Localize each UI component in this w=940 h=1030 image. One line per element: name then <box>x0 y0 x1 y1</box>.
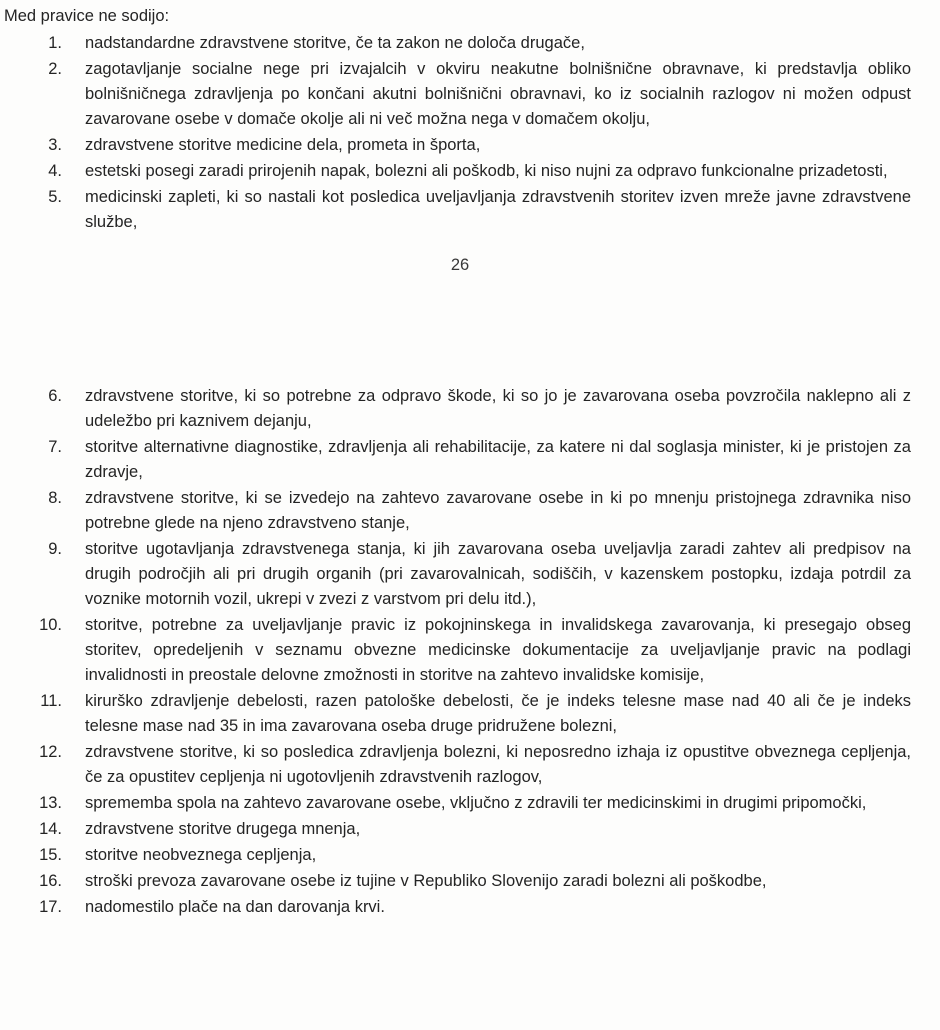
list-item <box>4 895 916 920</box>
list-item-text: storitve ugotavljanja zdravstvenega stanja, ki jih zavarovana oseba uveljavlja zaradi zahtev ali predpisov na drugih področjih ali pri drugih organih (pri zavarovalnicah, sodiščih, v kazenskem postopku, izdaja potrdil za voznike motornih vozil, ukrepi v zvezi z varstvom pri delu itd.), <box>85 540 911 608</box>
list-item <box>4 486 916 536</box>
list-item-text: stroški prevoza zavarovane osebe iz tujine v Republiko Slovenijo zaradi bolezni ali poškodbe, <box>85 872 767 890</box>
list-item-number: 5. <box>48 188 62 206</box>
list-item-text: zdravstvene storitve, ki so potrebne za odpravo škode, ki so jo je zavarovana oseba povzročila naklepno ali z udeležbo pri kaznivem dejanju, <box>85 387 911 430</box>
list-item-number: 3. <box>48 136 62 154</box>
list-item-number: 8. <box>48 489 62 507</box>
list-item-text: zagotavljanje socialne nege pri izvajalcih v okviru neakutne bolnišnične obravnave, ki predstavlja obliko bolnišničnega zdravljenja po končani akutni bolnišnični obravnavi, ko iz socialnih razlogov ni možen odpust zavarovane osebe v domače okolje ali ni več možna nega v domačem okolju, <box>85 60 911 128</box>
list-item-text: kirurško zdravljenje debelosti, razen patološke debelosti, če je indeks telesne mase nad 40 ali če je indeks telesne mase nad 35 in ima zavarovana oseba druge pridružene bolezni, <box>85 692 911 735</box>
list-item-number: 11. <box>40 692 62 710</box>
list-item <box>4 817 916 842</box>
list-item-number: 10. <box>39 616 62 634</box>
list-item-text: nadomestilo plače na dan darovanja krvi. <box>85 898 385 916</box>
list-item <box>4 57 916 132</box>
list-item-text: storitve alternativne diagnostike, zdravljenja ali rehabilitacije, za katere ni dal soglasja minister, ki je pristojen za zdravje, <box>85 438 911 481</box>
list-item <box>4 185 916 235</box>
list-item-text: storitve, potrebne za uveljavljanje pravic iz pokojninskega in invalidskega zavarovanja, ki presegajo obseg storitev, opredeljenih v seznamu obvezne medicinske dokumentacije za uveljavljanje pravic na podlagi invalidnosti in preostale delovne zmožnosti in storitve na zahtevo invalidske komisije, <box>85 616 911 684</box>
list-item-number: 4. <box>48 162 62 180</box>
list-item <box>4 31 916 56</box>
list-item-text: zdravstvene storitve medicine dela, prometa in športa, <box>85 136 481 154</box>
list-item <box>4 791 916 816</box>
intro-line: Med pravice ne sodijo: <box>4 7 170 25</box>
list-item-text: medicinski zapleti, ki so nastali kot posledica uveljavljanja zdravstvenih storitev izven mreže javne zdravstvene službe, <box>85 188 911 231</box>
list-item-text: zdravstvene storitve drugega mnenja, <box>85 820 361 838</box>
list-item-text: zdravstvene storitve, ki se izvedejo na zahtevo zavarovane osebe in ki po mnenju pristojnega zdravnika niso potrebne glede na njeno zdravstveno stanje, <box>85 489 911 532</box>
list-item <box>4 740 916 790</box>
list-item-number: 17. <box>39 898 62 916</box>
list-item-number: 9. <box>48 540 62 558</box>
list-item-number: 14. <box>39 820 62 838</box>
list-item-number: 2. <box>48 60 62 78</box>
list-item <box>4 384 916 434</box>
numbered-list-section-1 <box>4 31 916 235</box>
list-item-number: 7. <box>48 438 62 456</box>
list-item-number: 1. <box>48 34 62 52</box>
list-item-text: estetski posegi zaradi prirojenih napak, bolezni ali poškodb, ki niso nujni za odpravo funkcionalne prizadetosti, <box>85 162 888 180</box>
page-number: 26 <box>450 256 470 274</box>
list-item <box>4 159 916 184</box>
list-item-text: nadstandardne zdravstvene storitve, če ta zakon ne določa drugače, <box>85 34 585 52</box>
list-item-number: 15. <box>39 846 62 864</box>
list-item-number: 13. <box>39 794 62 812</box>
list-item-number: 6. <box>48 387 62 405</box>
list-item-number: 12. <box>39 743 62 761</box>
list-item <box>4 133 916 158</box>
list-item-number: 16. <box>39 872 62 890</box>
list-item <box>4 613 916 688</box>
list-item-text: storitve neobveznega cepljenja, <box>85 846 317 864</box>
list-item <box>4 435 916 485</box>
list-item <box>4 689 916 739</box>
list-item <box>4 869 916 894</box>
list-item <box>4 537 916 612</box>
numbered-list-section-2 <box>4 384 916 920</box>
list-item-text: sprememba spola na zahtevo zavarovane osebe, vključno z zdravili ter medicinskimi in drugimi pripomočki, <box>85 794 867 812</box>
list-item-text: zdravstvene storitve, ki so posledica zdravljenja bolezni, ki neposredno izhaja iz opustitve obveznega cepljenja, če za opustitev cepljenja ni ugotovljenih zdravstvenih razlogov, <box>85 743 911 786</box>
list-item <box>4 843 916 868</box>
scanned-content <box>4 4 940 920</box>
